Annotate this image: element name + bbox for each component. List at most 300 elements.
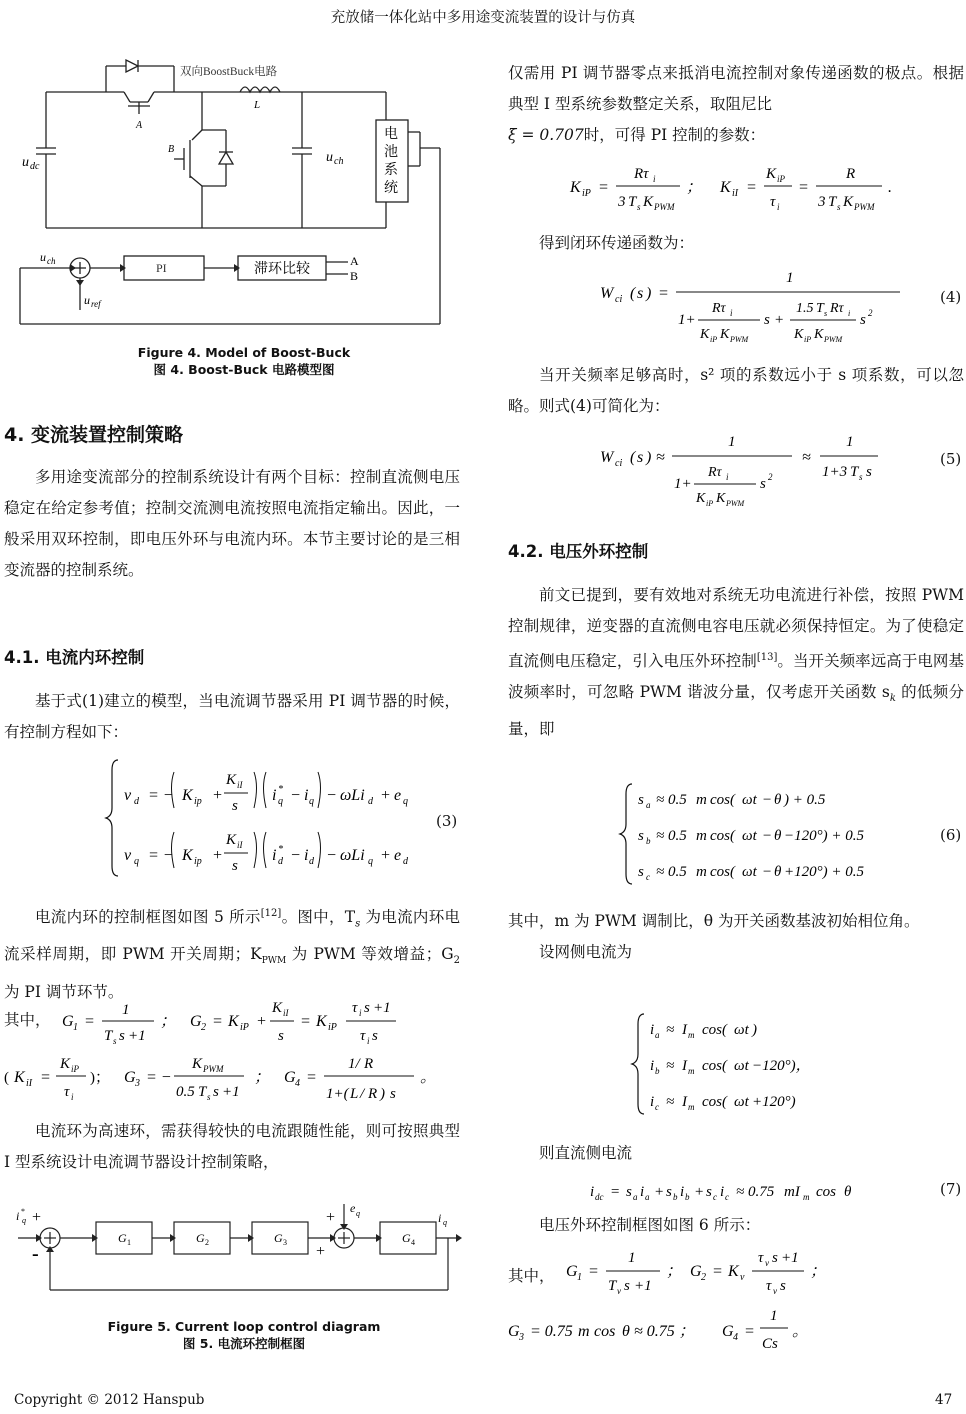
fig5-G2: G — [196, 1231, 205, 1245]
svg-text:): ) — [752, 1022, 757, 1038]
svg-text:；: ； — [254, 1069, 271, 1086]
svg-text:s: s — [637, 285, 644, 302]
svg-text:τ: τ — [64, 1084, 70, 1100]
where-label-left: 其中， — [4, 1011, 51, 1029]
svg-text:K: K — [60, 1056, 71, 1072]
svg-text:K: K — [316, 1013, 327, 1030]
svg-text:K: K — [570, 179, 581, 196]
svg-text:*: * — [278, 784, 283, 795]
svg-text:−: − — [326, 787, 337, 804]
fig4-ctrl-uref: u — [84, 293, 90, 307]
svg-text:s: s — [207, 1092, 211, 1102]
svg-text:a: a — [655, 1030, 660, 1040]
svg-text:+120°) + 0.5: +120°) + 0.5 — [784, 864, 864, 880]
svg-text:Rτ: Rτ — [634, 166, 649, 182]
left-paragraph-1: 多用途变流部分的控制系统设计有两个目标：控制直流侧电压稳定在给定参考值；控制交流测电流按照电流指定输出。因此，一般采用双环控制，即电压外环与电流内环。本节主要讨论的是三相变流器的控制系统。 — [4, 468, 460, 579]
svg-text:s: s — [390, 1086, 396, 1102]
svg-text:K: K — [794, 327, 804, 342]
fig5-eq-sub: q — [356, 1209, 360, 1218]
svg-text:dc: dc — [595, 1192, 604, 1202]
svg-text:T: T — [816, 301, 824, 316]
figure-4-caption-cn: 图 4. Boost-Buck 电路模型图 — [153, 362, 335, 377]
svg-text:s: s — [232, 798, 238, 814]
svg-text:): ) — [646, 449, 652, 466]
fig5-G4-sub: 4 — [411, 1238, 415, 1247]
svg-text:=: = — [588, 1263, 599, 1280]
ref-13[interactable]: [13] — [756, 652, 778, 663]
svg-text:≈: ≈ — [666, 1022, 675, 1038]
svg-text:s: s — [637, 449, 644, 466]
svg-text:K: K — [720, 327, 730, 342]
svg-text:=: = — [212, 1013, 223, 1030]
para3-text-d: 为 PWM 等效增益；G — [286, 945, 454, 964]
svg-text:=: = — [744, 1323, 755, 1340]
svg-text:ci: ci — [615, 294, 623, 305]
right-paragraph-1b — [508, 120, 964, 151]
svg-text:a: a — [646, 800, 651, 810]
svg-text:b: b — [685, 1192, 690, 1202]
svg-text:K: K — [728, 1263, 739, 1280]
battery-char-4: 统 — [384, 181, 398, 196]
footer-copyright: Copyright © 2012 Hanspub — [14, 1392, 205, 1408]
fig5-G4: G — [402, 1231, 411, 1245]
svg-text:q: q — [134, 856, 139, 867]
battery-char-2: 池 — [384, 145, 398, 160]
svg-text:≈: ≈ — [802, 449, 811, 466]
svg-text:cos(: cos( — [710, 828, 735, 844]
svg-text:θ: θ — [774, 828, 782, 844]
svg-text:=: = — [84, 1013, 95, 1030]
svg-text:=: = — [746, 179, 757, 196]
svg-text:s: s — [866, 464, 872, 480]
svg-text:2: 2 — [701, 1272, 706, 1283]
svg-text:T: T — [608, 1278, 617, 1294]
svg-text:cos(: cos( — [710, 792, 735, 808]
svg-text:i: i — [650, 1058, 655, 1074]
svg-text:PWM: PWM — [726, 499, 745, 508]
fig4-label-udc: u — [22, 155, 29, 170]
section-4-2-heading: 4.2. 电压外环控制 — [508, 542, 649, 561]
svg-text:s: s — [213, 1084, 219, 1100]
fig4-ctrl-uref-sub: ref — [91, 299, 101, 309]
svg-text:K: K — [182, 787, 193, 804]
svg-text:cos(: cos( — [710, 864, 735, 880]
svg-text:i: i — [653, 174, 656, 184]
svg-text:T: T — [198, 1084, 207, 1100]
para3-Ts-sub: s — [355, 918, 361, 930]
svg-text:θ: θ — [774, 864, 782, 880]
svg-text:+1: +1 — [373, 1000, 391, 1016]
right-paragraph-8: 电压外环控制框图如图 6 所示： — [539, 1216, 761, 1234]
svg-text:2: 2 — [768, 472, 773, 482]
svg-text:i: i — [590, 1184, 595, 1200]
svg-text:s: s — [824, 309, 828, 318]
svg-text:≈ 0.5: ≈ 0.5 — [656, 792, 687, 808]
svg-text:4: 4 — [295, 1078, 300, 1089]
svg-text:s: s — [364, 1000, 370, 1016]
figure-5-diagram — [14, 1194, 464, 1304]
svg-text:1: 1 — [728, 434, 736, 450]
svg-text:K: K — [766, 166, 777, 182]
svg-text:1: 1 — [628, 1250, 636, 1266]
svg-text:*: * — [278, 844, 283, 855]
para4-text-a: 前文已提到，要有效地对系统无功电流进行补偿，按照 PWM 控制规律，逆变器的直流侧电容电压就必须保持恒定。为了使稳定直流侧电压稳定，引入电压外环控制 — [508, 586, 964, 671]
svg-text:1+(: 1+( — [326, 1086, 349, 1102]
left-paragraph-2: 基于式(1)建立的模型，当电流调节器采用 PI 调节器的时候，有控制方程如下： — [4, 692, 460, 741]
svg-text:3: 3 — [519, 1332, 524, 1343]
svg-text:iI: iI — [237, 780, 243, 790]
svg-text:τ: τ — [758, 1250, 764, 1266]
equation-KiI-G3-G4 — [4, 1052, 464, 1121]
equation-5 — [600, 430, 900, 525]
fig4-ctrl-uch-sub: ch — [47, 256, 56, 266]
svg-text:+1: +1 — [128, 1028, 146, 1044]
fig4-out-A: A — [350, 254, 359, 268]
svg-text:i: i — [777, 202, 780, 212]
svg-text:s: s — [638, 864, 644, 880]
figure-5-caption — [14, 1318, 474, 1352]
fig4-label-udc-sub: dc — [30, 161, 40, 172]
svg-text:/: / — [360, 1086, 365, 1102]
svg-text:i: i — [640, 1184, 645, 1200]
para3-text-c: 为电流内环电流采样周期，即 PWM 开关周期；K — [4, 908, 460, 964]
svg-text:d: d — [309, 856, 314, 867]
svg-text:iI: iI — [237, 840, 243, 850]
svg-text:): ) — [380, 1086, 385, 1102]
svg-text:−120°)，: −120°)， — [752, 1058, 811, 1074]
equation-7 — [590, 1176, 910, 1211]
svg-text:+: + — [380, 847, 391, 864]
svg-text:=: = — [712, 1263, 723, 1280]
svg-text:+1: +1 — [222, 1084, 240, 1100]
xi-value: ξ = 0.707 — [508, 126, 584, 144]
svg-text:d: d — [134, 796, 139, 807]
svg-text:I: I — [682, 1022, 687, 1038]
right-paragraph-7: 则直流侧电流 — [539, 1144, 633, 1162]
svg-text:；: ； — [160, 1013, 177, 1030]
svg-text:b: b — [646, 836, 651, 846]
svg-text:iP: iP — [777, 174, 785, 184]
ref-12[interactable]: [12] — [260, 908, 282, 919]
svg-text:K: K — [228, 1013, 239, 1030]
svg-text:=: = — [300, 1013, 311, 1030]
svg-text:s: s — [760, 476, 766, 492]
svg-text:。: 。 — [792, 1323, 809, 1340]
figure-5-caption-en: Figure 5. Current loop control diagram — [107, 1319, 381, 1334]
svg-text:ci: ci — [615, 458, 623, 469]
equation-4 — [600, 266, 920, 361]
svg-text:ωLi: ωLi — [340, 847, 365, 864]
svg-text:−: − — [290, 787, 301, 804]
svg-text:−: − — [762, 792, 773, 808]
svg-text:T: T — [828, 194, 837, 210]
svg-text:。: 。 — [420, 1069, 437, 1086]
fig4-hysteresis-block: 滞环比较 — [254, 262, 310, 277]
svg-text:ip: ip — [194, 856, 202, 867]
svg-text:d: d — [368, 796, 373, 807]
svg-text:Rτ: Rτ — [712, 301, 726, 316]
svg-text:0.5: 0.5 — [176, 1084, 195, 1100]
left-paragraph-4: 电流环为高速环，需获得较快的电流跟随性能，则可按照典型 I 型系统设计电流调节器设计控制策略， — [4, 1122, 460, 1171]
svg-text:a: a — [645, 1192, 650, 1202]
svg-text:m: m — [803, 1192, 810, 1202]
svg-text:i: i — [650, 1094, 655, 1110]
svg-text:iI: iI — [732, 188, 739, 199]
svg-text:1: 1 — [73, 1022, 78, 1033]
svg-text:K: K — [643, 194, 654, 210]
svg-text:cos(: cos( — [702, 1094, 727, 1110]
svg-text:G: G — [124, 1069, 136, 1086]
svg-text:T: T — [628, 194, 637, 210]
svg-text:=: = — [40, 1069, 51, 1086]
svg-text:4: 4 — [733, 1332, 738, 1343]
svg-text:+: + — [694, 1184, 705, 1200]
battery-char-1: 电 — [384, 127, 398, 142]
svg-text:；: ； — [810, 1263, 827, 1280]
fig5-iq-ref: i — [16, 1209, 20, 1223]
equation-6-number: (6) — [940, 826, 962, 844]
fig5-iq-ref-sup: * — [21, 1207, 25, 1216]
svg-text:=: = — [306, 1069, 317, 1086]
svg-text:s: s — [626, 1184, 632, 1200]
svg-text:θ: θ — [844, 1184, 852, 1200]
svg-text:1+: 1+ — [674, 476, 692, 492]
svg-text:−: − — [290, 847, 301, 864]
para3-G-sub: 2 — [453, 955, 460, 967]
svg-text:s: s — [638, 828, 644, 844]
section-4-heading: 4. 变流装置控制策略 — [4, 424, 184, 446]
right-paragraph-1: 仅需用 PI 调节器零点来抵消电流控制对象传递函数的极点。根据典型 I 型系统参数整定关系，取阻尼比 — [508, 64, 964, 113]
svg-text:≈: ≈ — [666, 1058, 675, 1074]
svg-text:+: + — [774, 312, 785, 328]
fig5-iq: i — [438, 1211, 442, 1225]
fig4-label-uch-sub: ch — [334, 156, 344, 167]
para3-text-b: 。图中，T — [281, 908, 356, 927]
svg-text:θ: θ — [622, 1323, 630, 1340]
svg-text:= −: = − — [146, 1069, 172, 1086]
svg-text:PWM: PWM — [654, 202, 675, 212]
svg-text:K: K — [716, 491, 726, 506]
equation-7-number: (7) — [940, 1180, 962, 1198]
svg-text:d: d — [403, 856, 408, 867]
svg-text:ωt: ωt — [734, 1094, 749, 1110]
svg-text:≈ 0.75 ；: ≈ 0.75 ； — [634, 1323, 695, 1340]
svg-text:K: K — [696, 491, 706, 506]
svg-text:I: I — [682, 1094, 687, 1110]
svg-text:mI: mI — [784, 1184, 800, 1200]
svg-text:m: m — [688, 1030, 695, 1040]
svg-text:i: i — [304, 787, 309, 804]
svg-text:s: s — [859, 472, 863, 482]
svg-text:K: K — [814, 327, 824, 342]
svg-text:1: 1 — [577, 1272, 582, 1283]
svg-text:1.5: 1.5 — [796, 301, 814, 316]
svg-text:T: T — [850, 464, 859, 480]
svg-text:c: c — [655, 1102, 659, 1112]
svg-text:e: e — [394, 787, 402, 804]
svg-text:=: = — [598, 179, 609, 196]
svg-text:iP: iP — [328, 1022, 337, 1033]
equation-5-number: (5) — [940, 450, 962, 468]
svg-text:T: T — [104, 1028, 113, 1044]
left-paragraph-3 — [4, 898, 460, 1008]
right-paragraph-5: 其中，m 为 PWM 调制比，θ 为开关函数基波初始相位角。 — [508, 912, 920, 930]
svg-text:PWM: PWM — [824, 335, 843, 344]
svg-text:c: c — [725, 1192, 729, 1202]
where-label-right: 其中， — [508, 1267, 555, 1285]
svg-text:)；: )； — [90, 1070, 110, 1086]
svg-text:G: G — [690, 1263, 702, 1280]
svg-text:K: K — [182, 847, 193, 864]
svg-text:Rτ: Rτ — [830, 301, 844, 316]
svg-text:c: c — [713, 1192, 717, 1202]
svg-text:b: b — [673, 1192, 678, 1202]
svg-text:G: G — [508, 1323, 520, 1340]
svg-text:3: 3 — [135, 1078, 140, 1089]
svg-text:s: s — [637, 202, 641, 212]
svg-text:=: = — [798, 179, 809, 196]
svg-text:1: 1 — [846, 434, 854, 450]
svg-text:i: i — [680, 1184, 685, 1200]
svg-text:3: 3 — [818, 194, 826, 210]
svg-text:PWM: PWM — [854, 202, 875, 212]
svg-text:I: I — [682, 1058, 687, 1074]
svg-text:q: q — [309, 796, 314, 807]
svg-text:τ: τ — [360, 1028, 366, 1044]
fig4-out-B: B — [350, 269, 359, 283]
figure-5-caption-cn: 图 5. 电流环控制框图 — [182, 1336, 306, 1351]
svg-text:i: i — [720, 1184, 725, 1200]
equation-grid-current — [632, 1010, 852, 1131]
svg-text:W: W — [600, 449, 614, 466]
equation-3-number: (3) — [436, 812, 458, 830]
svg-text:1: 1 — [786, 270, 794, 286]
svg-text:i: i — [304, 847, 309, 864]
svg-text:G: G — [62, 1013, 74, 1030]
svg-text:K: K — [226, 772, 237, 788]
fig4-label-L: L — [254, 99, 261, 111]
figure-4-circuit — [14, 48, 474, 338]
fig5-plus-2: + — [326, 1209, 336, 1226]
svg-text:d: d — [278, 856, 283, 867]
running-header: 充放储一体化站中多用途变流装置的设计与仿真 — [330, 10, 636, 26]
svg-text:+120°): +120°) — [752, 1094, 796, 1110]
svg-text:s: s — [624, 1278, 630, 1294]
fig4-circuit-label: 双向BoostBuck电路 — [180, 66, 278, 78]
svg-text:cos: cos — [816, 1184, 836, 1200]
fig5-G3-sub: 3 — [283, 1238, 287, 1247]
svg-text:(: ( — [4, 1070, 9, 1086]
svg-text:1+3: 1+3 — [822, 464, 848, 480]
svg-text:1+: 1+ — [678, 312, 696, 328]
svg-text:ωt: ωt — [742, 864, 757, 880]
svg-text:τ: τ — [352, 1000, 358, 1016]
svg-text:s: s — [706, 1184, 712, 1200]
equation-6 — [620, 780, 920, 901]
equation-4-number: (4) — [940, 288, 962, 306]
svg-text:i: i — [650, 1022, 655, 1038]
svg-text:i: i — [730, 308, 733, 318]
fig4-pi-block: PI — [156, 261, 167, 275]
svg-text:e: e — [394, 847, 402, 864]
svg-text:G: G — [566, 1263, 578, 1280]
svg-text:G: G — [722, 1323, 734, 1340]
fig5-G2-sub: 2 — [205, 1238, 209, 1247]
svg-text:Rτ: Rτ — [708, 465, 722, 480]
svg-text:2: 2 — [868, 308, 873, 318]
svg-text:PWM: PWM — [730, 335, 749, 344]
svg-text:L: L — [350, 1086, 359, 1102]
svg-text:q: q — [403, 796, 408, 807]
svg-text:≈: ≈ — [666, 1094, 675, 1110]
svg-text:i: i — [359, 1008, 362, 1018]
svg-text:i: i — [272, 787, 277, 804]
svg-text:q: q — [368, 856, 373, 867]
para3-text-a: 电流内环的控制框图如图 5 所示 — [35, 908, 261, 927]
svg-text:ωt: ωt — [734, 1022, 749, 1038]
svg-text:iP: iP — [710, 335, 718, 344]
para4-text-b: 。当开关频率远高于电网基波频率时，可忽略 PWM 谐波分量，仅考虑开关函数 s — [508, 652, 964, 702]
fig5-eq: e — [350, 1201, 356, 1215]
svg-text:+: + — [212, 787, 223, 804]
svg-text:= −: = − — [148, 787, 174, 804]
right-paragraph-3: 当开关频率足够高时，s² 项的系数远小于 s 项系数，可以忽略。则式(4)可简化为： — [508, 366, 964, 415]
para3-text-e: 为 PI 调节环节。 — [4, 983, 124, 1002]
battery-char-3: 系 — [384, 163, 398, 178]
svg-text:−: − — [762, 828, 773, 844]
svg-text:v: v — [617, 1286, 621, 1296]
svg-text:q: q — [278, 796, 283, 807]
svg-text:s: s — [119, 1028, 125, 1044]
svg-text:s: s — [278, 1028, 284, 1044]
svg-text:≈: ≈ — [656, 449, 665, 466]
svg-text:iP: iP — [240, 1022, 249, 1033]
svg-text:1: 1 — [770, 1308, 778, 1324]
figure-4-caption-en: Figure 4. Model of Boost-Buck — [137, 345, 351, 360]
svg-text:i: i — [71, 1092, 74, 1102]
equation-G3-G4-voltage — [508, 1306, 828, 1367]
svg-text:≈ 0.75: ≈ 0.75 — [736, 1184, 775, 1200]
svg-text:ip: ip — [194, 796, 202, 807]
svg-text:v: v — [740, 1272, 745, 1283]
equation-pi-params — [570, 162, 930, 231]
svg-text:m: m — [578, 1323, 590, 1340]
svg-text:2: 2 — [201, 1022, 206, 1033]
svg-text:s: s — [837, 202, 841, 212]
svg-text:R: R — [368, 1086, 378, 1102]
svg-text:iP: iP — [706, 499, 714, 508]
svg-text:iI: iI — [26, 1078, 33, 1089]
svg-text:i: i — [726, 472, 729, 482]
svg-text:iP: iP — [582, 188, 591, 199]
section-4-1-heading: 4.1. 电流内环控制 — [4, 648, 145, 667]
svg-text:cos(: cos( — [702, 1022, 727, 1038]
svg-text:) + 0.5: ) + 0.5 — [784, 792, 826, 808]
svg-text:PWM: PWM — [203, 1064, 224, 1074]
svg-text:s: s — [372, 1028, 378, 1044]
svg-text:≈ 0.5: ≈ 0.5 — [656, 828, 687, 844]
para3-K-sub: PWM — [261, 956, 287, 967]
svg-text:c: c — [646, 872, 650, 882]
svg-text:τ: τ — [766, 1278, 772, 1294]
svg-text:cos(: cos( — [702, 1058, 727, 1074]
right-paragraph-4 — [508, 580, 964, 745]
svg-text:K: K — [192, 1056, 203, 1072]
svg-text:m: m — [696, 792, 707, 808]
svg-text:+1: +1 — [634, 1278, 652, 1294]
svg-text:ωt: ωt — [742, 828, 757, 844]
svg-text:cos: cos — [594, 1323, 616, 1340]
